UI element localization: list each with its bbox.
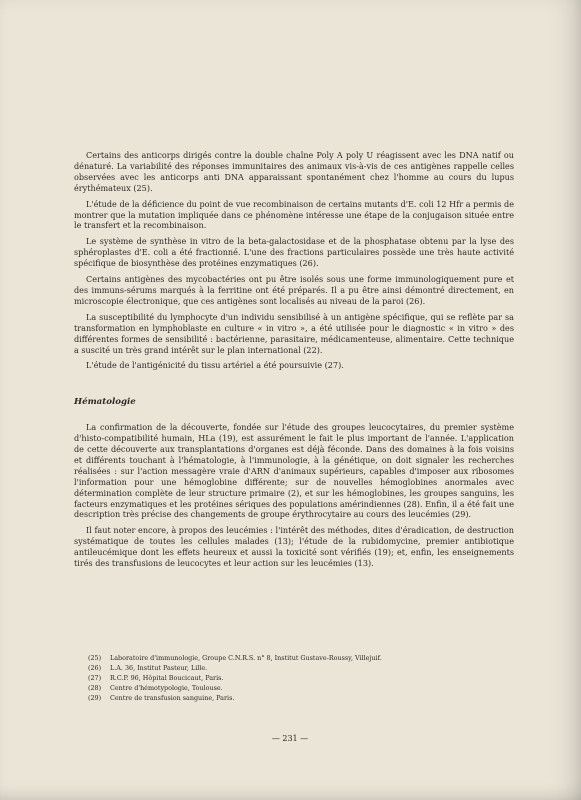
footnote-number: (29) <box>88 694 102 702</box>
footnote-26 <box>88 663 508 673</box>
footnote-text: R.C.P. 96, Hôpital Boucicaut, Paris. <box>110 674 224 682</box>
paragraph-leukemia-notes: Il faut noter encore, à propos des leucémies : l'intérêt des méthodes, dites d'éradication, de destruction systématique de toutes les cellules malades (13); l'étude de la rubidomycine, premier antibiotique antileucémique dont les effets heureux et aussi la toxicité sont vérifiés (19); et, enfin, les enseignements tirés des transfusions de leucocytes et leur action sur les leucémies (13). <box>74 525 514 569</box>
body-text <box>74 150 514 574</box>
section-heading: Hématologie <box>74 397 136 408</box>
footnote-28 <box>88 683 508 693</box>
footnotes <box>88 653 508 703</box>
paragraph-e-coli-recombination: L'étude de la déficience du point de vue recombinaison de certains mutants d'E. coli 12 Hfr a permis de montrer que la mutation impliquée dans ce phénomène intéresse une étape de la conjugaison située entre le transfert et la recombinaison. <box>74 198 514 231</box>
footnote-text: L.A. 36, Institut Pasteur, Lille. <box>110 664 208 672</box>
footnote-27 <box>88 673 508 683</box>
footnote-29 <box>88 693 508 703</box>
footnote-number: (25) <box>88 654 102 662</box>
paragraph-hla-discovery: La confirmation de la découverte, fondée sur l'étude des groupes leucocytaires, du premier système d'histo-compatibilité humain, HLa (19), est assurément le fait le plus important de l'année. L'application de cette découverte aux transplantations d'organes est déjà féconde. Dans des domaines à la fois voisins et différents touchant à l'hématologie, à l'immunologie, à la génétique, on doit signaler les recherches réalisées : sur l'action messagère vraie d'ARN d'animaux supérieurs, capables d'imposer aux ribosomes l'information pour une hémoglobine différente; sur de nouvelles hémoglobines anormales avec détermination complète de leur structure primaire (2), et sur les hémoglobines, les groupes sanguins, les facteurs enzymatiques et les protéines sériques des populations amérindiennes (28). Enfin, il a été fait une description très précise des changements de groupe érythrocytaire au cours des leucémies (29). <box>74 422 514 520</box>
footnote-number: (28) <box>88 684 102 692</box>
paragraph-arterial-tissue: L'étude de l'antigénicité du tissu artériel a été poursuivie (27). <box>86 360 344 371</box>
footnote-text: Centre de transfusion sanguine, Paris. <box>110 694 235 702</box>
paragraph-mycobacteria-antigens: Certains antigènes des mycobactéries ont pu être isolés sous une forme immunologiquement pure et des immuns-sérums marqués à la ferritine ont été préparés. Il a pu être ainsi démontré directement, en microscopie électronique, que ces antigènes sont localisés au niveau de la paroi (26). <box>74 274 514 306</box>
footnote-25 <box>88 653 508 663</box>
footnote-number: (27) <box>88 674 102 682</box>
page-number: — 231 — <box>271 734 309 743</box>
footnote-number: (26) <box>88 664 102 672</box>
footnote-text: Laboratoire d'immunologie, Groupe C.N.R.S. n° 8, Institut Gustave-Roussy, Villejuif. <box>110 654 382 662</box>
paragraph-synthesis-system: Le système de synthèse in vitro de la beta-galactosidase et de la phosphatase obtenu par la lyse des sphéroplastes d'E. coli a été fractionné. L'une des fractions particulaires possède une très haute activité spécifique de biosynthèse des protéines enzymatiques (26). <box>74 236 514 269</box>
paragraph-poly-a-antibodies: Certains des anticorps dirigés contre la double chaîne Poly A poly U réagissent avec les DNA natif ou dénaturé. La variabilité des réponses immunitaires des animaux vis-à-vis de ces antigènes rappelle celles observées avec les anticorps anti DNA apparaissant spontanément chez l'homme au cours du lupus érythémateux (25). <box>74 150 514 193</box>
paragraph-lymphocyte-susceptibility: La susceptibilité du lymphocyte d'un individu sensibilisé à un antigène spécifique, qui se reflète par sa transformation en lymphoblaste en culture « in vitro », a été utilisée pour le diagnostic « in vitro » des différentes formes de sensibilité : bactérienne, parasitaire, médicamenteuse, alimentaire. Cette technique a suscité un très grand intérêt sur le plan international (22). <box>74 311 514 355</box>
footnote-text: Centre d'hémotypologie, Toulouse. <box>110 684 223 692</box>
